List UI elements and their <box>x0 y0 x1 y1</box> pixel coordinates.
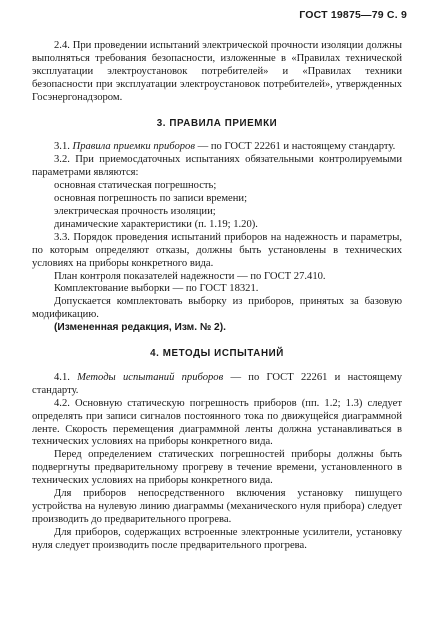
paragraph-warmup: Перед определением статических погрешностей приборы должны быть подвергнуты предварительному прогреву в течение времени, установленного в технических условиях на приборы конкретного вида. <box>32 449 402 487</box>
section-heading-test-methods: 4. МЕТОДЫ ИСПЫТАНИЙ <box>150 348 284 360</box>
paragraph-reliability-plan: План контроля показателей надежности — по ГОСТ 27.410. <box>54 270 326 282</box>
paragraph-electronic-amplifiers: Для приборов, содержащих встроенные электронные усилители, установку нуля следует производить после предварительного прогрева. <box>32 526 402 551</box>
paragraph-direct-instruments: Для приборов непосредственного включения установку пишущего устройства на нулевую линию диаграммы (механического нуля прибора) следует производить до предварительного прогрева. <box>32 488 402 525</box>
paragraph-4-1-rest: — по ГОСТ 22261 и настоящему стандарту. <box>32 371 402 396</box>
section-heading-acceptance: 3. ПРАВИЛА ПРИЕМКИ <box>156 117 278 129</box>
list-item-static-error: основная статическая погрешность; <box>54 180 217 192</box>
list-item-dynamic: динамические характеристики (п. 1.19; 1.20). <box>54 218 258 230</box>
paragraph-3-1-italic: Правила приемки приборов <box>72 141 195 153</box>
paragraph-3-1-label: 3.1. <box>54 141 73 153</box>
paragraph-2-4: 2.4. При проведении испытаний электрической прочности изоляции должны выполняться требования безопасности, изложенные в «Правилах технической эксплуатации электроустановок потребителей» и «Правилах техники безопасности при эксплуатации электроустановок потребителей», утвержденных Госэнергонадзором. <box>32 40 402 103</box>
paragraph-4-1 <box>32 372 402 398</box>
paragraph-3-3: 3.3. Порядок проведения испытаний приборов на надежность и параметры, по которым определяют отказы, должны быть установлены в технических условиях на приборы конкретного вида. <box>32 231 402 269</box>
paragraph-3-1-rest: — по ГОСТ 22261 и настоящему стандарту. <box>194 141 396 153</box>
paragraph-4-1-label: 4.1. <box>54 371 78 383</box>
paragraph-3-2: 3.2. При приемосдаточных испытаниях обязательными контролируемыми параметрами являются: <box>32 154 402 179</box>
amendment-note: (Измененная редакция, Изм. № 2). <box>54 322 226 334</box>
list-item-insulation: электрическая прочность изоляции; <box>54 205 216 217</box>
paragraph-3-1 <box>32 141 402 154</box>
list-item-time-error: основная погрешность по записи времени; <box>54 193 248 205</box>
running-header: ГОСТ 19875—79 С. 9 <box>299 9 407 21</box>
paragraph-base-modification: Допускается комплектовать выборку из приборов, принятых за базовую модификацию. <box>32 296 402 321</box>
document-body <box>32 40 402 553</box>
paragraph-4-2: 4.2. Основную статическую погрешность приборов (пп. 1.2; 1.3) следует определять при записи сигналов постоянного тока по движущейся диаграммной ленте. Скорость перемещения диаграммной ленты должна устанавливаться в технических условиях на приборы конкретного вида. <box>32 397 402 448</box>
paragraph-4-1-italic: Методы испытаний приборов <box>77 371 224 383</box>
paragraph-sample-kit: Комплектование выборки — по ГОСТ 18321. <box>54 283 259 295</box>
